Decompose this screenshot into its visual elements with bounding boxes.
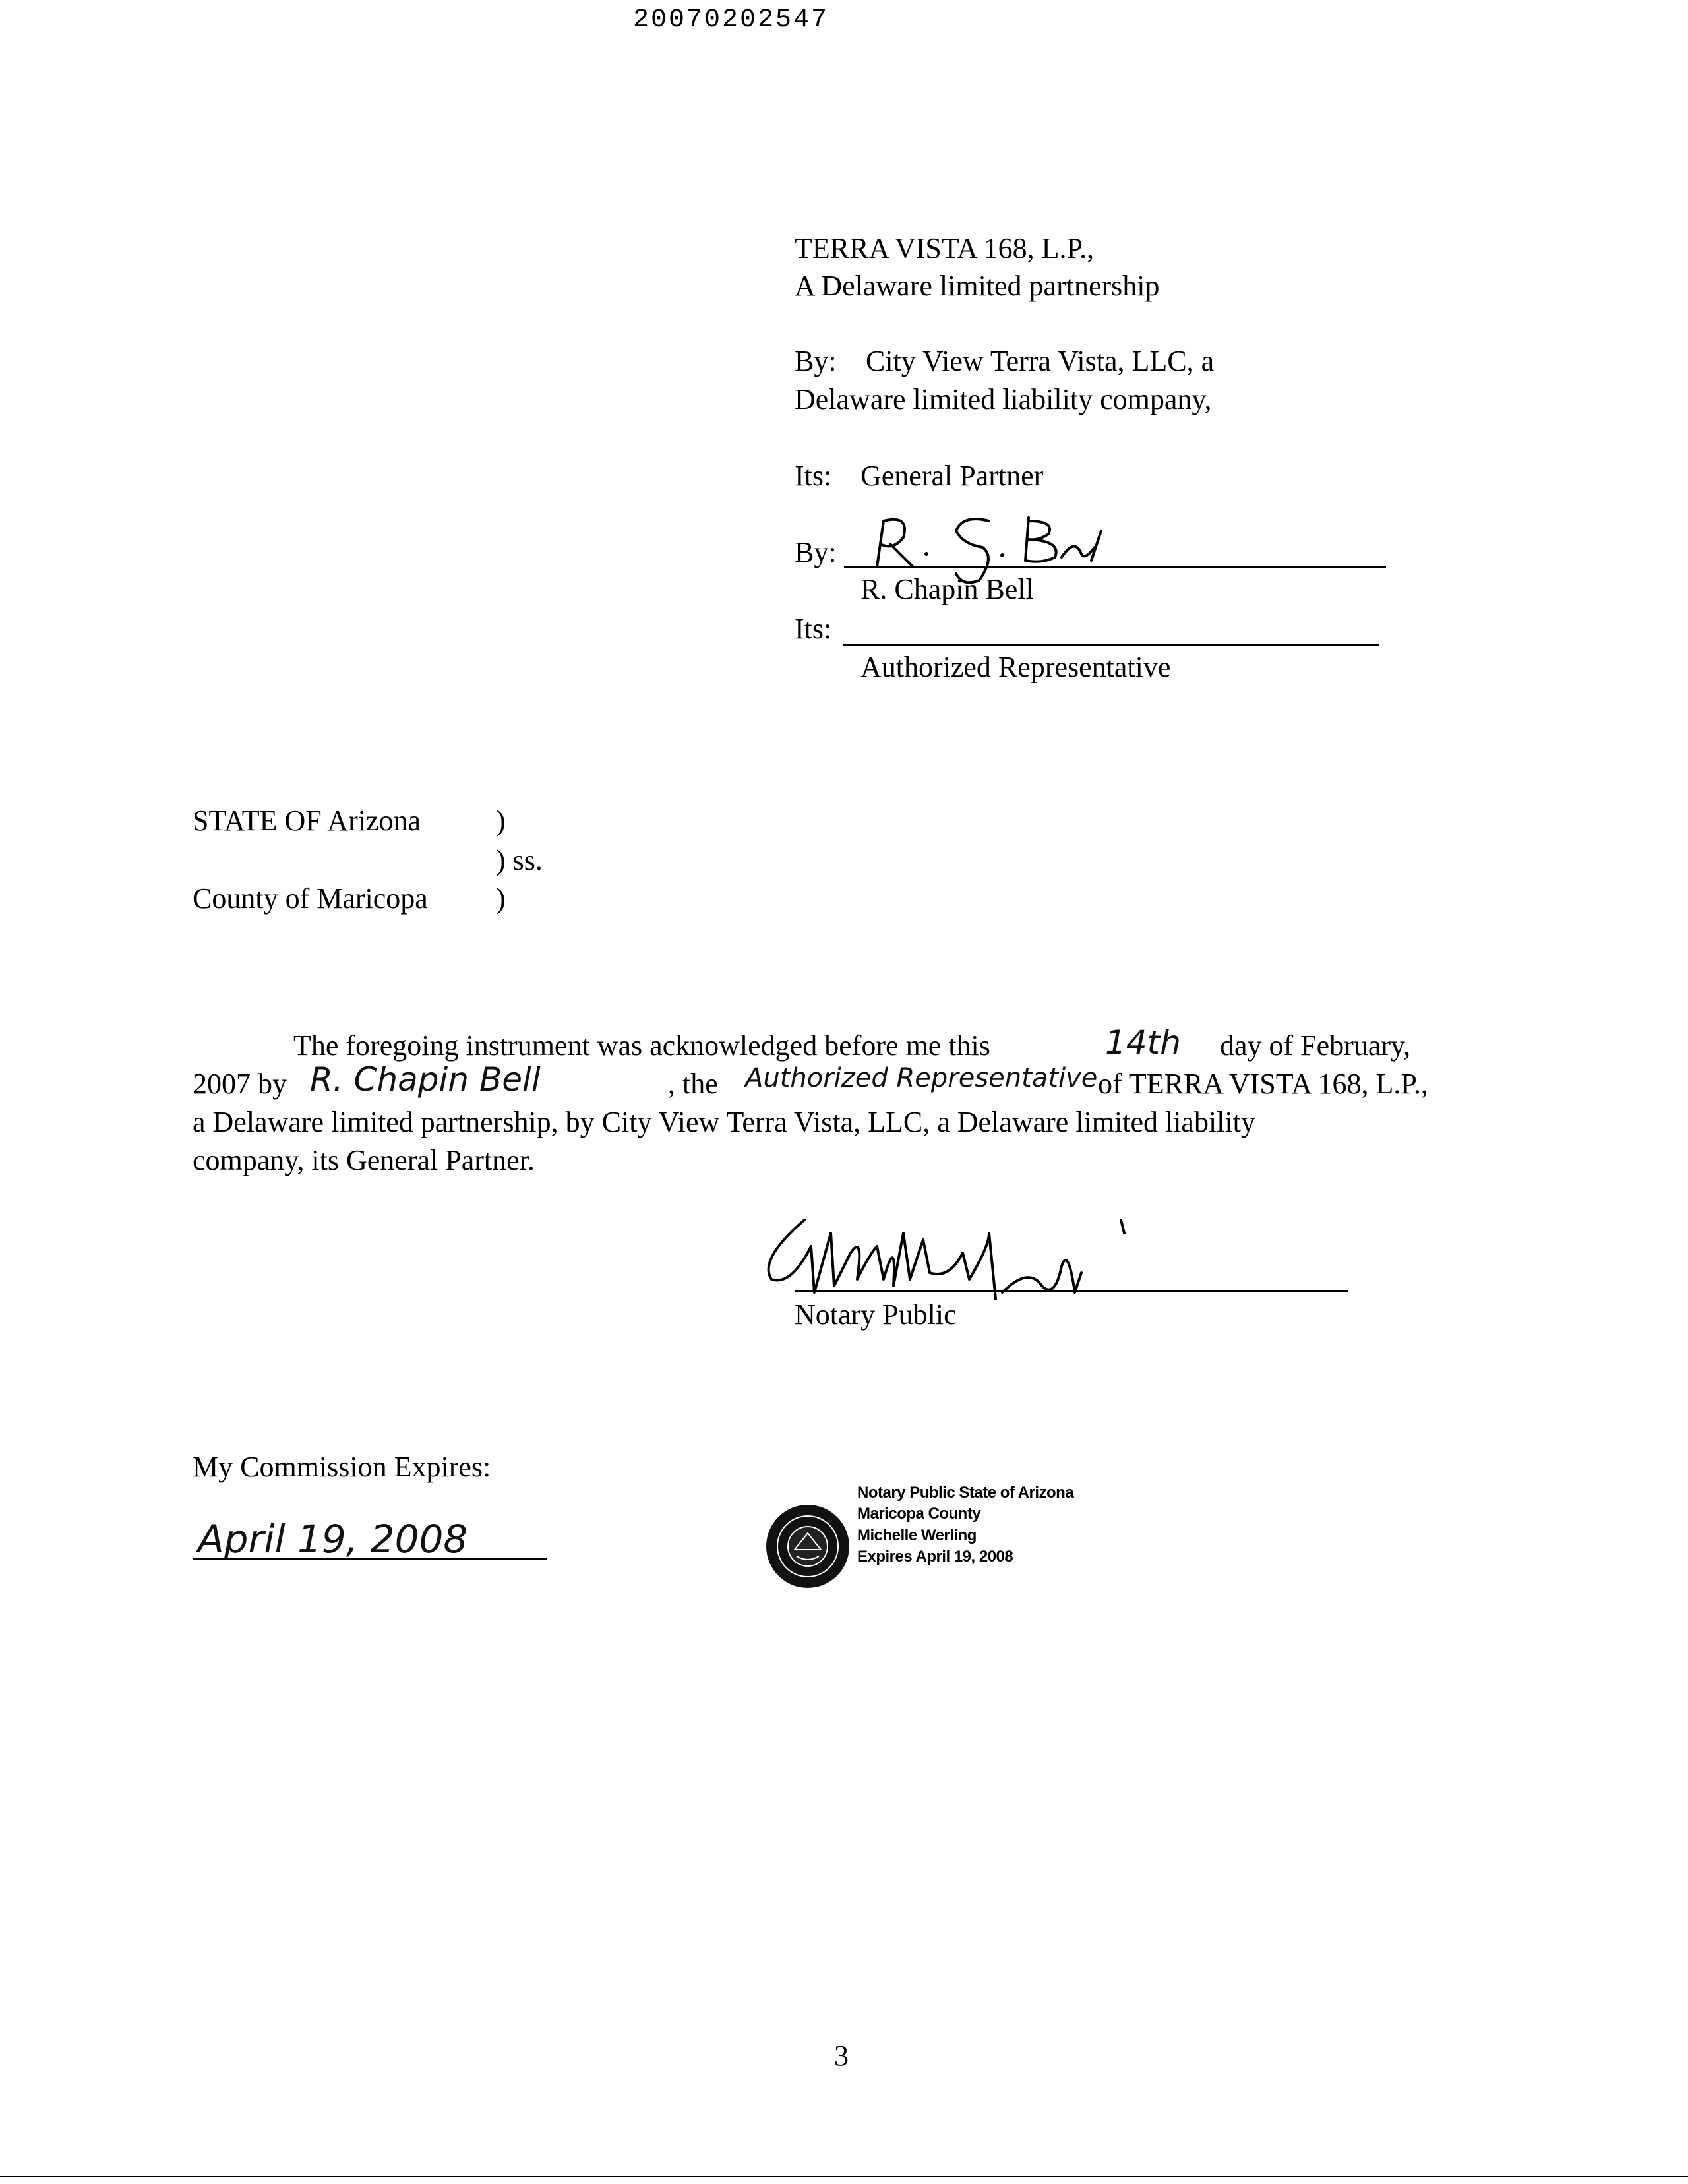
ack-day-handwritten: 14th (1105, 1023, 1181, 1062)
seal-line-4: Expires April 19, 2008 (857, 1548, 1013, 1566)
county-line: County of Maricopa (193, 882, 428, 915)
signer-its-label: Its: (795, 613, 832, 645)
page-bottom-edge (0, 2176, 1688, 2177)
ack-line4: company, its General Partner. (193, 1144, 535, 1176)
signer-title-line (843, 644, 1379, 646)
ack-line1-suffix: day of February, (1220, 1029, 1411, 1062)
signer-by-label: By: (795, 536, 837, 568)
by-label: By: (795, 345, 837, 377)
notary-signature-line (795, 1290, 1348, 1292)
ack-line2-mid: , the (668, 1068, 718, 1100)
venue-paren-1: ) (496, 804, 506, 837)
signer-name: R. Chapin Bell (860, 573, 1034, 605)
ack-line2-suffix: of TERRA VISTA 168, L.P., (1098, 1068, 1428, 1100)
by-entity-line1: City View Terra Vista, LLC, a (866, 345, 1215, 377)
commission-label: My Commission Expires: (193, 1451, 491, 1483)
ack-title-handwritten: Authorized Representative (745, 1063, 1098, 1093)
seal-line-2: Maricopa County (857, 1505, 981, 1523)
state-line: STATE OF Arizona (193, 804, 421, 837)
entity-type: A Delaware limited partnership (795, 270, 1160, 302)
ack-line2-prefix: 2007 by (193, 1068, 287, 1100)
entity-name: TERRA VISTA 168, L.P., (795, 232, 1095, 264)
page-number: 3 (834, 2040, 849, 2072)
ack-name-handwritten: R. Chapin Bell (310, 1060, 541, 1099)
by-entity-line2: Delaware limited liability company, (795, 383, 1212, 415)
signer-title: Authorized Representative (860, 651, 1171, 683)
commission-date-handwritten: April 19, 2008 (198, 1517, 468, 1562)
venue-paren-2: ) (496, 882, 506, 915)
ack-line1-prefix: The foregoing instrument was acknowledged before me this (293, 1029, 990, 1062)
venue-ss: ) ss. (496, 844, 543, 876)
notary-signature-label: Notary Public (795, 1298, 957, 1331)
seal-line-1: Notary Public State of Arizona (857, 1484, 1074, 1502)
its-label: Its: (795, 460, 832, 492)
ack-line3: a Delaware limited partnership, by City View Terra Vista, LLC, a Delaware limited liability (193, 1106, 1255, 1138)
its-value: General Partner (860, 460, 1044, 492)
commission-date-line (193, 1558, 547, 1560)
seal-line-3: Michelle Werling (857, 1526, 977, 1544)
document-number: 20070202547 (633, 5, 829, 35)
notary-seal-emblem (765, 1503, 851, 1589)
